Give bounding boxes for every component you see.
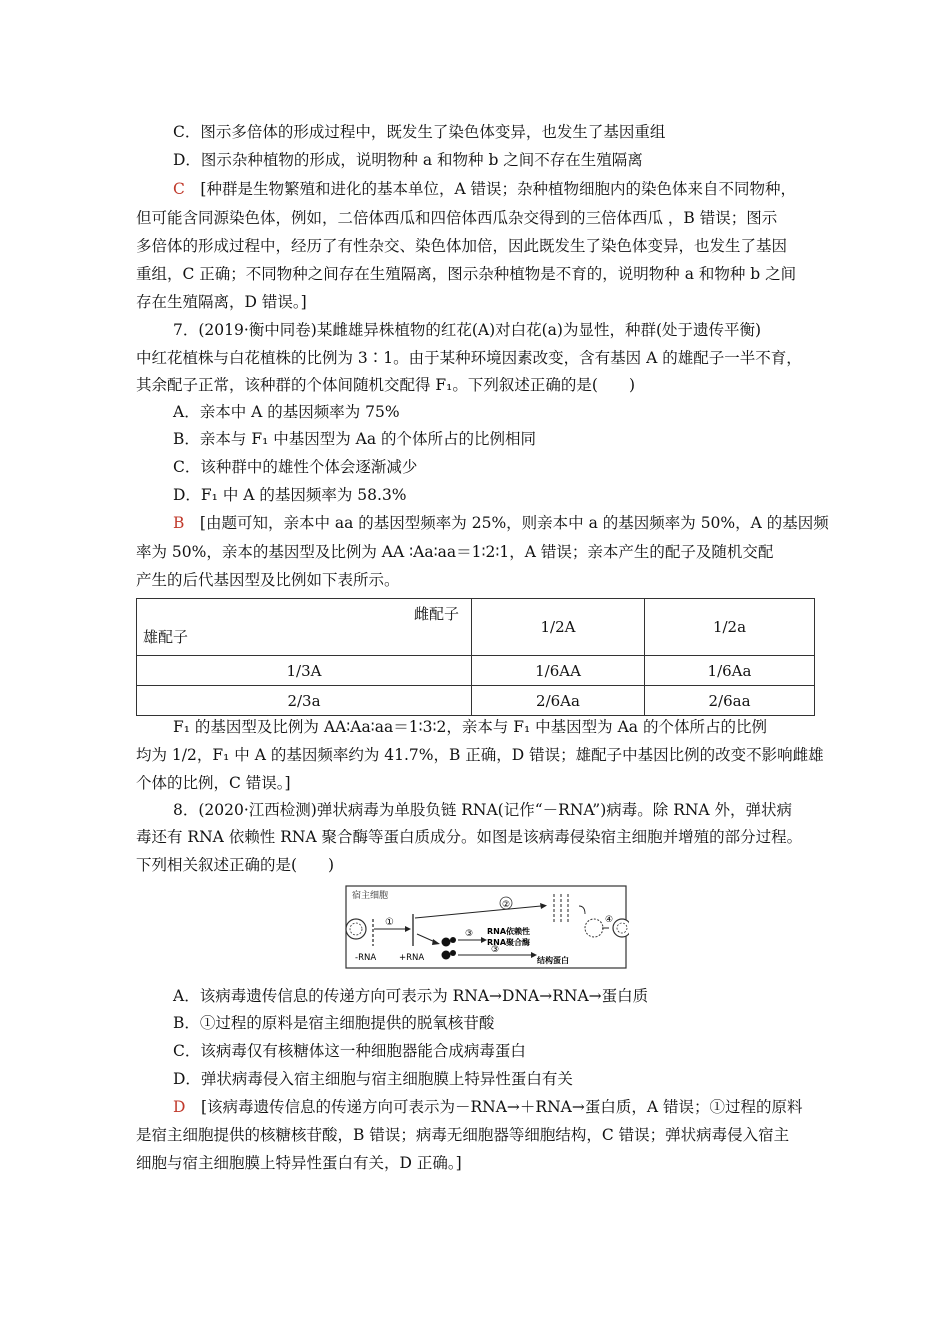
step4-label: ④ bbox=[605, 915, 614, 925]
q6-explanation-line-2: 但可能含同源染色体，例如，二倍体西瓜和四倍体西瓜杂交得到的三倍体西瓜 ，B 错误；图示 bbox=[136, 209, 778, 227]
q6-option-d: D．图示杂种植物的形成，说明物种 a 和物种 b 之间不存在生殖隔离 bbox=[173, 151, 643, 169]
ribosome-icon bbox=[450, 937, 456, 943]
q6-explanation-line-3: 多倍体的形成过程中，经历了有性杂交、染色体加倍，因此既发生了染色体变异，也发生了基因 bbox=[136, 237, 788, 255]
q7-stem-line-3: 其余配子正常，该种群的个体间随机交配得 F₁。下列叙述正确的是( ) bbox=[136, 376, 635, 394]
table-row bbox=[137, 656, 815, 686]
struct-protein-label: 结构蛋白 bbox=[537, 956, 569, 965]
table-cell: 1/6Aa bbox=[645, 656, 815, 686]
q8-stem-line-3: 下列相关叙述正确的是( ) bbox=[136, 856, 335, 874]
col-header-2: 1/2a bbox=[645, 599, 815, 656]
q7-stem-line-2: 中红花植株与白花植株的比例为 3∶1。由于某种环境因素改变，含有基因 A 的雄配子一半不育， bbox=[136, 349, 802, 367]
female-gamete-header: 雌配子 bbox=[413, 605, 459, 623]
q8-answer-letter: D bbox=[173, 1098, 186, 1116]
table-row bbox=[137, 686, 815, 716]
pos-rna-label: +RNA bbox=[399, 953, 425, 963]
q8-stem-line-1: 8．(2020·江西检测)弹状病毒为单股负链 RNA(记作“－RNA”)病毒。除 RNA 外，弹状病 bbox=[173, 801, 793, 819]
table-row bbox=[137, 599, 815, 656]
table-cell: 1/6AA bbox=[472, 656, 645, 686]
q7-post-line-3: 个体的比例，C 错误。] bbox=[136, 774, 291, 792]
q7-option-a: A．亲本中 A 的基因频率为 75% bbox=[173, 403, 400, 421]
q7-post-line-2: 均为 1/2，F₁ 中 A 的基因频率约为 41.7%，B 正确，D 错误；雄配子中基因比例的改变不影响雌雄 bbox=[136, 746, 824, 764]
row-label: 1/3A bbox=[137, 656, 472, 686]
gamete-table bbox=[136, 598, 815, 716]
assembled-virus-icon bbox=[585, 919, 603, 937]
host-cell-label: 宿主细胞 bbox=[352, 891, 389, 901]
ribosome-icon bbox=[450, 950, 456, 956]
q7-stem-line-1: 7．(2019·衡中同卷)某雌雄异株植物的红花(A)对白花(a)为显性，种群(处于遗传平衡) bbox=[173, 321, 762, 339]
step2-label: ② bbox=[502, 900, 511, 910]
q8-stem-line-2: 毒还有 RNA 依赖性 RNA 聚合酶等蛋白质成分。如图是该病毒侵染宿主细胞并增殖的部分过程。 bbox=[136, 828, 803, 846]
virus-infection-figure bbox=[343, 884, 629, 970]
q8-explanation-line-1: D [该病毒遗传信息的传递方向可表示为－RNA→＋RNA→蛋白质，A 错误；①过程的原料 bbox=[173, 1098, 803, 1116]
ribosome-icon bbox=[442, 938, 451, 947]
table-cell: 2/6aa bbox=[645, 686, 815, 716]
neg-rna-label: -RNA bbox=[355, 953, 377, 963]
step3b-label: ③ bbox=[491, 945, 500, 955]
enzyme-label-2: RNA聚合酶 bbox=[487, 938, 531, 947]
q7-explanation-line-1: B [由题可知，亲本中 aa 的基因型频率为 25%，则亲本中 a 的基因频率为 50%，A 的基因频 bbox=[173, 514, 829, 532]
q6-explanation-line-1: C [种群是生物繁殖和进化的基本单位，A 错误；杂种植物细胞内的染色体来自不同物种， bbox=[173, 180, 797, 198]
q7-explanation-line-3: 产生的后代基因型及比例如下表所示。 bbox=[136, 571, 400, 589]
q6-answer-letter: C bbox=[173, 180, 185, 198]
q6-explanation-line-4: 重组，C 正确；不同物种之间存在生殖隔离，图示杂种植物是不育的，说明物种 a 和物种 b 之间 bbox=[136, 265, 797, 283]
q6-explanation-line-5: 存在生殖隔离，D 错误。] bbox=[136, 293, 307, 311]
q7-post-line-1: F₁ 的基因型及比例为 AA∶Aa∶aa＝1∶3∶2，亲本与 F₁ 中基因型为 Aa 的个体所占的比例 bbox=[173, 718, 767, 736]
male-gamete-header: 雄配子 bbox=[143, 628, 189, 646]
q8-explanation-line-2: 是宿主细胞提供的核糖核苷酸，B 错误；病毒无细胞器等细胞结构，C 错误；弹状病毒侵入宿主 bbox=[136, 1126, 790, 1144]
ribosome-icon bbox=[442, 951, 451, 960]
q7-answer-letter: B bbox=[173, 514, 185, 532]
q8-option-b: B．①过程的原料是宿主细胞提供的脱氧核苷酸 bbox=[173, 1014, 495, 1032]
virus-icon bbox=[346, 919, 366, 939]
q8-option-c: C．该病毒仅有核糖体这一种细胞器能合成病毒蛋白 bbox=[173, 1042, 526, 1060]
q7-option-c: C．该种群中的雄性个体会逐渐减少 bbox=[173, 458, 418, 476]
step1-label: ① bbox=[385, 917, 394, 928]
q8-explanation-line-3: 细胞与宿主细胞膜上特异性蛋白有关，D 正确。] bbox=[136, 1154, 462, 1172]
table-cell: 2/6Aa bbox=[472, 686, 645, 716]
row-label: 2/3a bbox=[137, 686, 472, 716]
q6-option-c: C．图示多倍体的形成过程中，既发生了染色体变异，也发生了基因重组 bbox=[173, 123, 666, 141]
table-corner-cell bbox=[137, 599, 472, 656]
step3a-label: ③ bbox=[465, 929, 474, 939]
q7-option-d: D．F₁ 中 A 的基因频率为 58.3% bbox=[173, 486, 407, 504]
q8-option-d: D．弹状病毒侵入宿主细胞与宿主细胞膜上特异性蛋白有关 bbox=[173, 1070, 573, 1088]
col-header-1: 1/2A bbox=[472, 599, 645, 656]
q7-option-b: B．亲本与 F₁ 中基因型为 Aa 的个体所占的比例相同 bbox=[173, 430, 537, 448]
enzyme-label-1: RNA依赖性 bbox=[487, 927, 531, 936]
q8-option-a: A．该病毒遗传信息的传递方向可表示为 RNA→DNA→RNA→蛋白质 bbox=[173, 987, 649, 1005]
q7-explanation-line-2: 率为 50%，亲本的基因型及比例为 AA ∶Aa∶aa＝1∶2∶1，A 错误；亲本产生的配子及随机交配 bbox=[136, 543, 774, 561]
